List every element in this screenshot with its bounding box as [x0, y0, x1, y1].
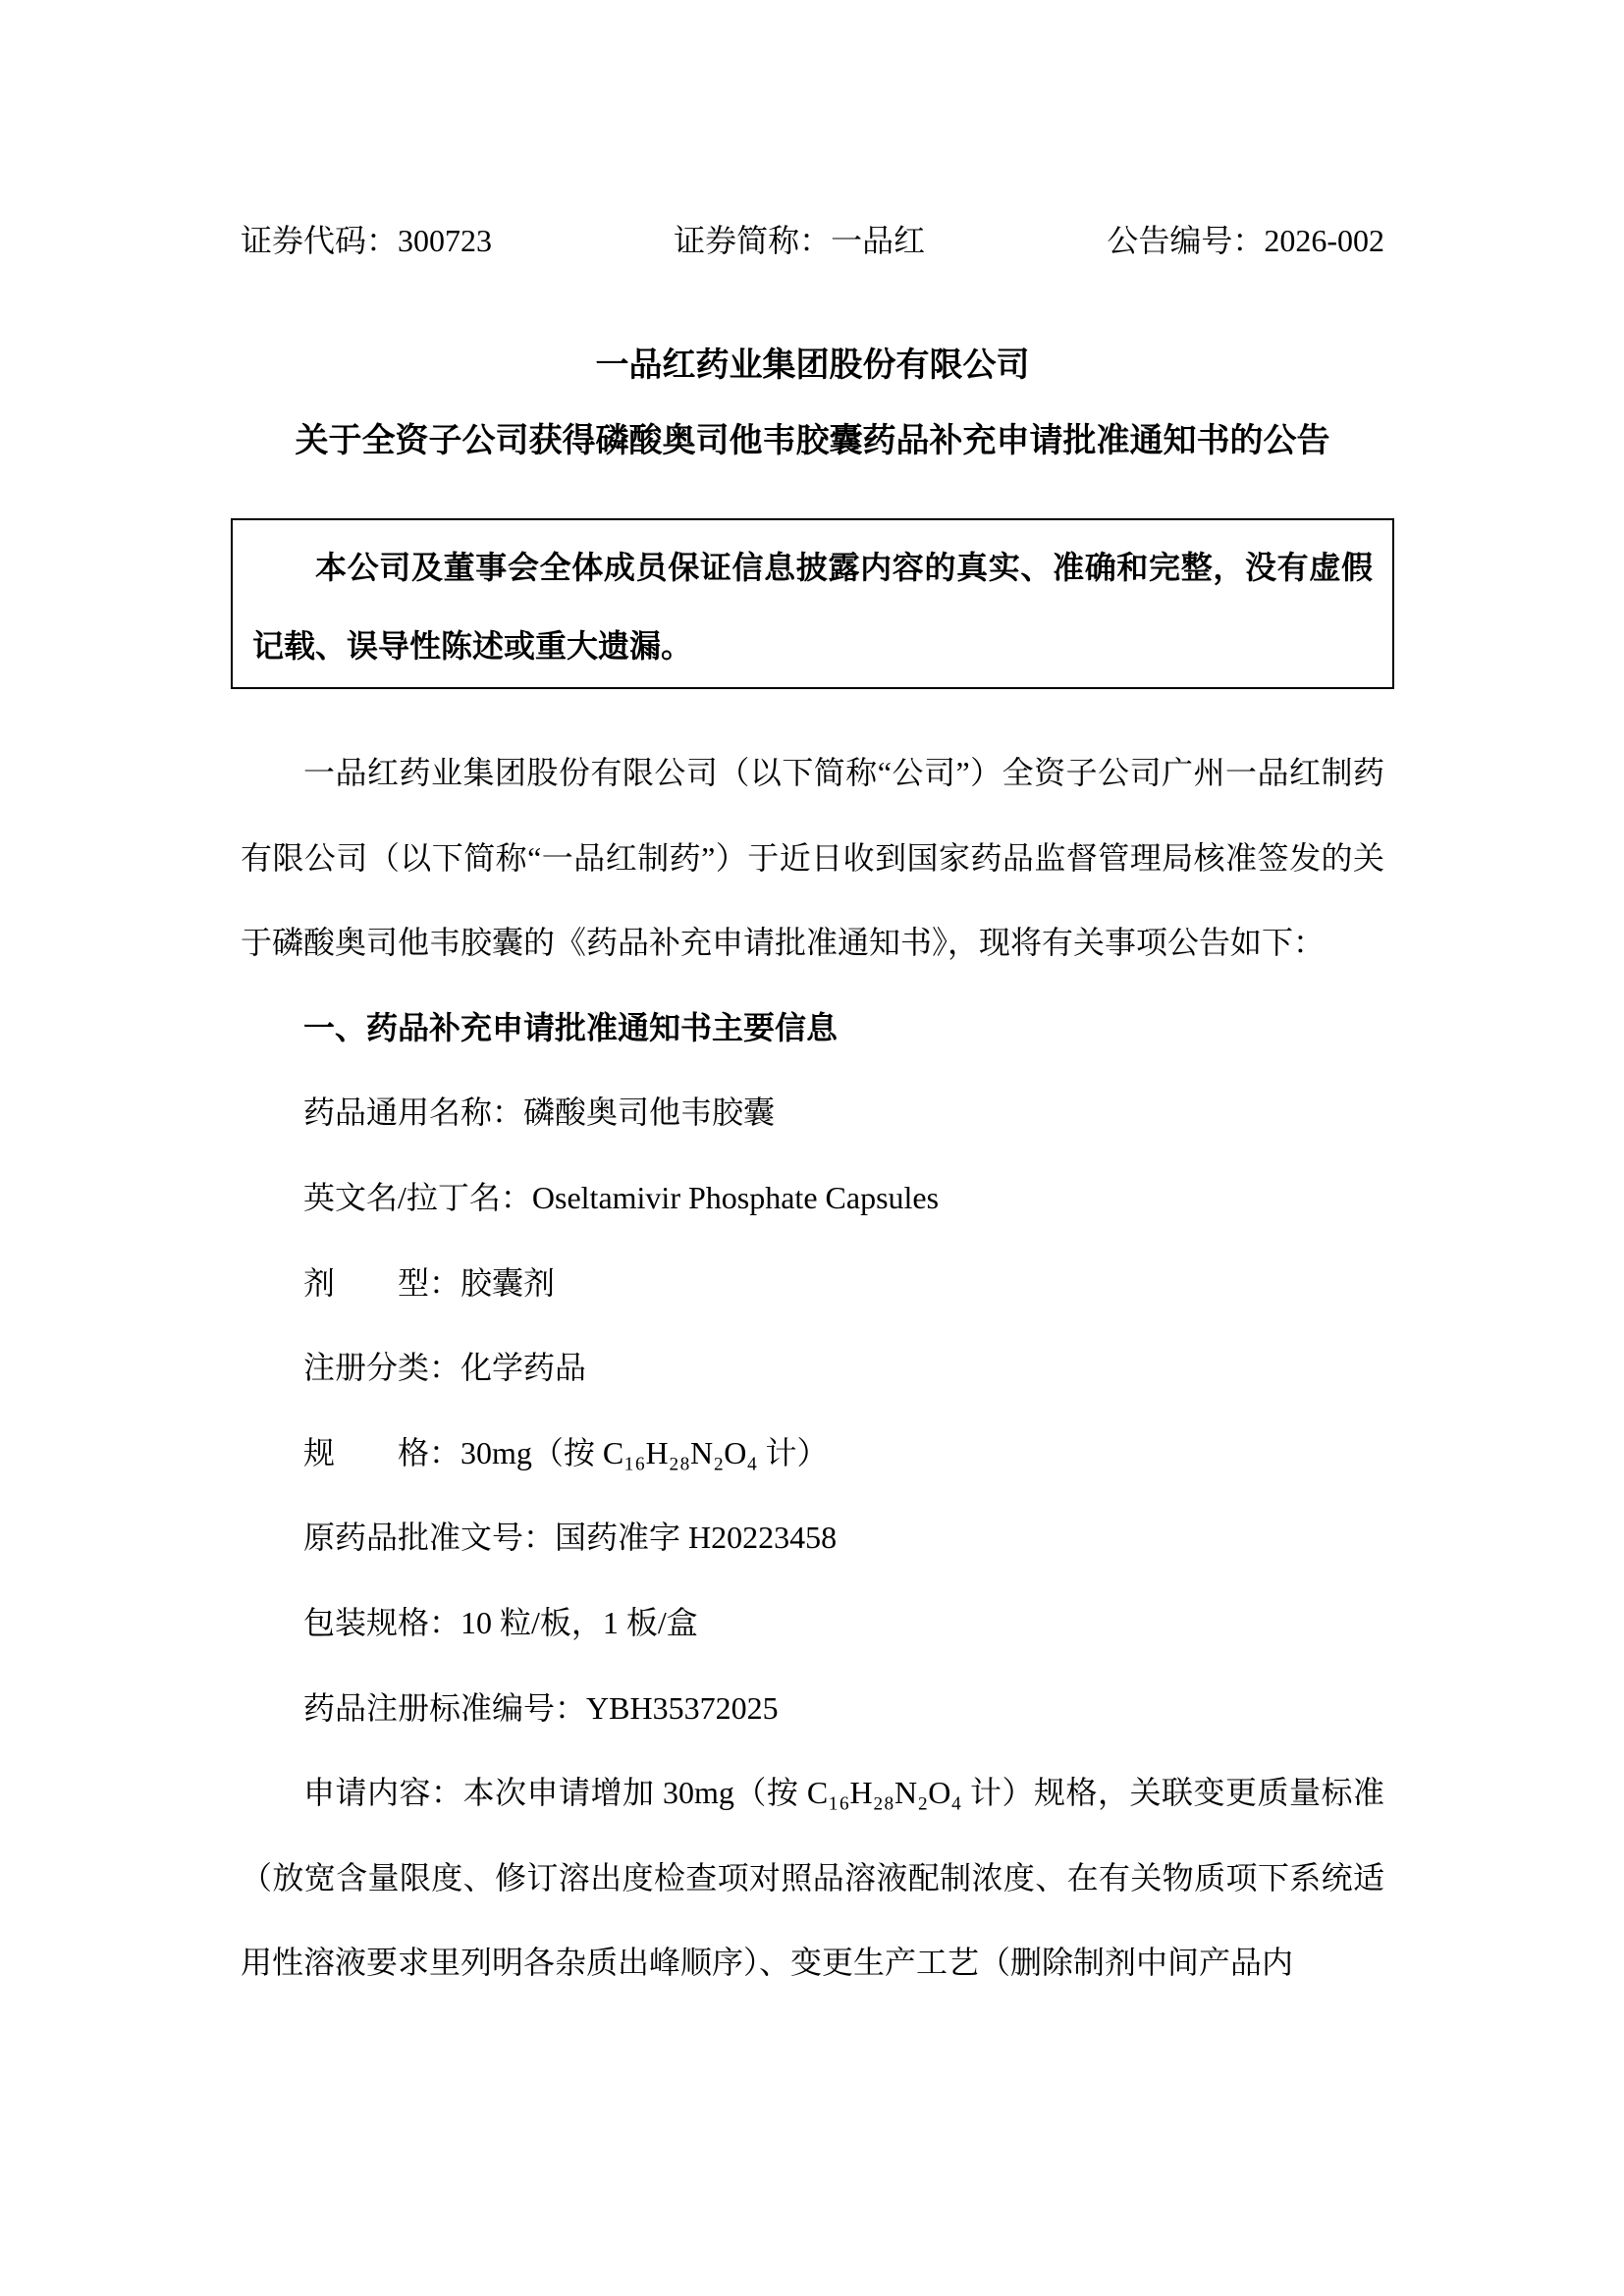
english-name-line: 英文名/拉丁名：Oseltamivir Phosphate Capsules [303, 1179, 940, 1215]
drug-generic-name-line: 药品通用名称：磷酸奥司他韦胶囊 [303, 1095, 776, 1131]
company-name-title: 一品红药业集团股份有限公司 [595, 347, 1030, 384]
announcement-number: 公告编号：2026-002 [1107, 223, 1384, 258]
stock-code: 证券代码：300723 [241, 223, 493, 258]
intro-paragraph: 一品红药业集团股份有限公司（以下简称“公司”）全资子公司广州一品红制药有限公司（以下简称“一品红制药”）于近日收到国家药品监督管理局核准签发的关于磷酸奥司他韦胶囊的《药品补充申请批准通知书》，现将有关事项公告如下： [241, 755, 1384, 961]
announcement-title: 关于全资子公司获得磷酸奥司他韦胶囊药品补充申请批准通知书的公告 [295, 423, 1330, 459]
disclaimer-box [231, 518, 1394, 689]
specification-line: 规 格：30mg（按 C₁₆H₂₈N₂O₄ 计） [303, 1434, 829, 1470]
document-body [241, 730, 1384, 2005]
section1-heading: 一、药品补充申请批准通知书主要信息 [303, 1009, 839, 1045]
dosage-form-line: 剂 型：胶囊剂 [303, 1264, 556, 1301]
stock-info-header [241, 223, 1384, 258]
packaging-specification-line: 包装规格：10 粒/板，1 板/盒 [303, 1604, 698, 1640]
registration-category-line: 注册分类：化学药品 [303, 1350, 587, 1386]
original-approval-number-line: 原药品批准文号：国药准字 H20223458 [303, 1520, 838, 1556]
disclaimer-text: 本公司及董事会全体成员保证信息披露内容的真实、准确和完整，没有虚假记载、误导性陈述或重大遗漏。 [252, 550, 1373, 664]
application-content-paragraph: 申请内容：本次申请增加 30mg（按 C₁₆H₂₈N₂O₄ 计）规格，关联变更质量标准（放宽含量限度、修订溶出度检查项对照品溶液配制浓度、在有关物质项下系统适用性溶液要求里列明各杂质出峰顺序）、变更生产工艺（删除制剂中间产品内 [241, 1775, 1384, 1981]
stock-abbreviation: 证券简称：一品红 [674, 223, 926, 258]
registration-standard-number-line: 药品注册标准编号：YBH35372025 [303, 1689, 779, 1726]
